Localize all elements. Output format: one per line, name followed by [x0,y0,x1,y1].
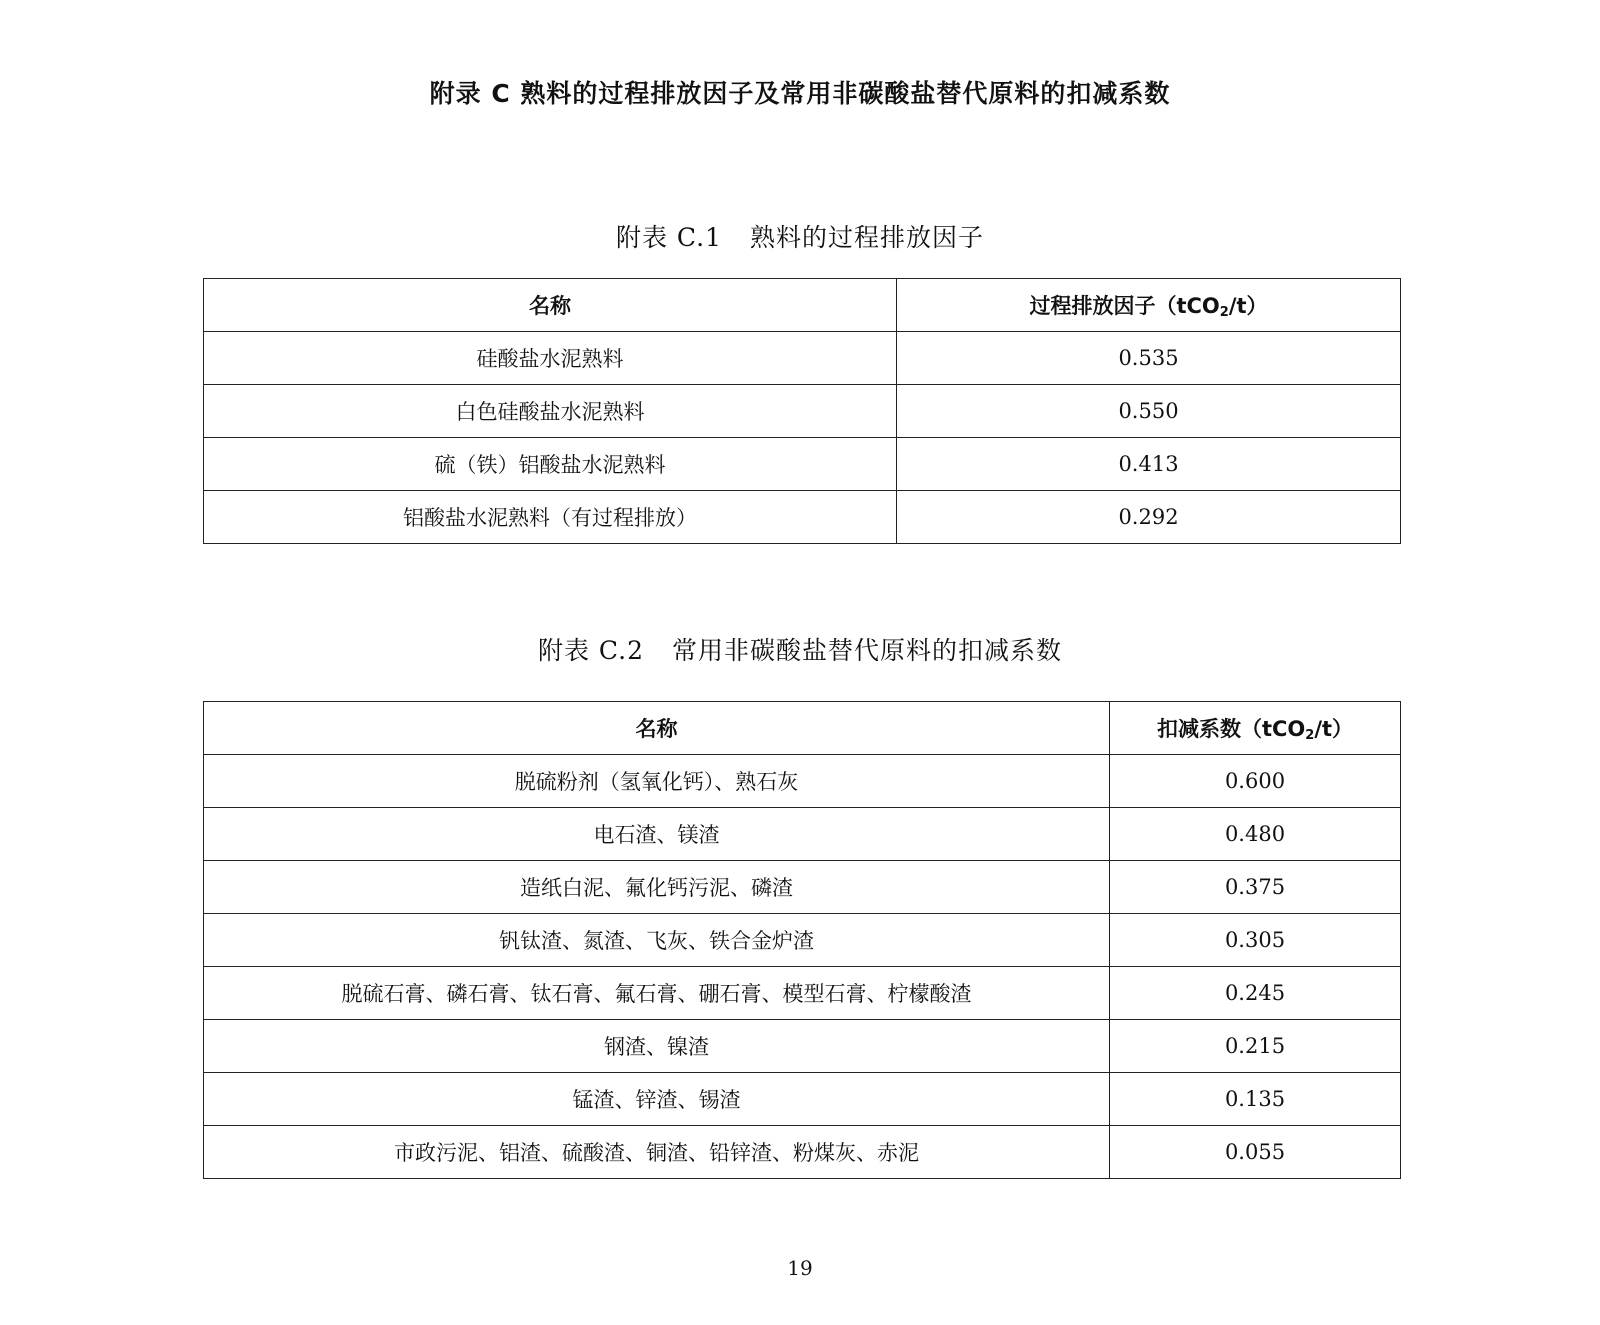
table1-header-row [204,279,1401,332]
table-row [204,967,1401,1020]
table2-header-value-sub: 2 [1305,728,1315,743]
table1-header-value [897,279,1401,332]
table2-cell-name: 电石渣、镁渣 [204,808,1110,861]
table1-cell-name: 硅酸盐水泥熟料 [204,332,897,385]
table1-cell-value: 0.413 [897,438,1401,491]
table2-cell-name: 钢渣、镍渣 [204,1020,1110,1073]
table2-cell-value: 0.480 [1110,808,1401,861]
table2-cell-name: 锰渣、锌渣、锡渣 [204,1073,1110,1126]
table-row [204,861,1401,914]
table2-header-value-suffix: /t） [1314,717,1354,741]
table1-header-value-suffix: /t） [1228,294,1268,318]
table2-header-row [204,702,1401,755]
table1-cell-name: 铝酸盐水泥熟料（有过程排放） [204,491,897,544]
table1-header-value-sub: 2 [1219,305,1229,320]
table-row [204,1020,1401,1073]
table-row [204,914,1401,967]
table-row [204,385,1401,438]
table2-cell-value: 0.245 [1110,967,1401,1020]
table2-deduction-coefficients [203,701,1401,1179]
table-row [204,755,1401,808]
table2-cell-value: 0.055 [1110,1126,1401,1179]
table2-cell-name: 钒钛渣、氮渣、飞灰、铁合金炉渣 [204,914,1110,967]
table1-header-name: 名称 [204,279,897,332]
table1-cell-value: 0.550 [897,385,1401,438]
table2-cell-value: 0.600 [1110,755,1401,808]
table2-cell-name: 脱硫粉剂（氢氧化钙）、熟石灰 [204,755,1110,808]
table2-cell-name: 造纸白泥、氟化钙污泥、磷渣 [204,861,1110,914]
table2-cell-value: 0.305 [1110,914,1401,967]
table2-cell-name: 脱硫石膏、磷石膏、钛石膏、氟石膏、硼石膏、模型石膏、柠檬酸渣 [204,967,1110,1020]
table2-cell-name: 市政污泥、铝渣、硫酸渣、铜渣、铅锌渣、粉煤灰、赤泥 [204,1126,1110,1179]
table1-header-value-prefix: 过程排放因子（tCO [1029,294,1220,318]
table-row [204,491,1401,544]
table2-cell-value: 0.375 [1110,861,1401,914]
table2-header-value-prefix: 扣减系数（tCO [1156,717,1306,741]
table2-header-value [1110,702,1401,755]
table2-cell-value: 0.215 [1110,1020,1401,1073]
table1-emission-factors [203,278,1401,544]
table2-caption-number: 附表 C.2 [537,636,645,665]
table1-caption [0,218,1600,254]
table-row [204,332,1401,385]
table1-caption-text: 熟料的过程排放因子 [750,223,985,252]
page-number: 19 [787,1256,813,1280]
table-row [204,1126,1401,1179]
table1-cell-name: 白色硅酸盐水泥熟料 [204,385,897,438]
table2-caption [0,631,1600,667]
table2-cell-value: 0.135 [1110,1073,1401,1126]
table1-cell-value: 0.535 [897,332,1401,385]
table2-caption-text: 常用非碳酸盐替代原料的扣减系数 [672,636,1063,665]
table-row [204,1073,1401,1126]
appendix-title: 附录 C 熟料的过程排放因子及常用非碳酸盐替代原料的扣减系数 [429,79,1171,108]
table1-caption-number: 附表 C.1 [615,223,723,252]
table-row [204,808,1401,861]
table1-cell-value: 0.292 [897,491,1401,544]
table1-cell-name: 硫（铁）铝酸盐水泥熟料 [204,438,897,491]
table2-header-name: 名称 [204,702,1110,755]
table-row [204,438,1401,491]
